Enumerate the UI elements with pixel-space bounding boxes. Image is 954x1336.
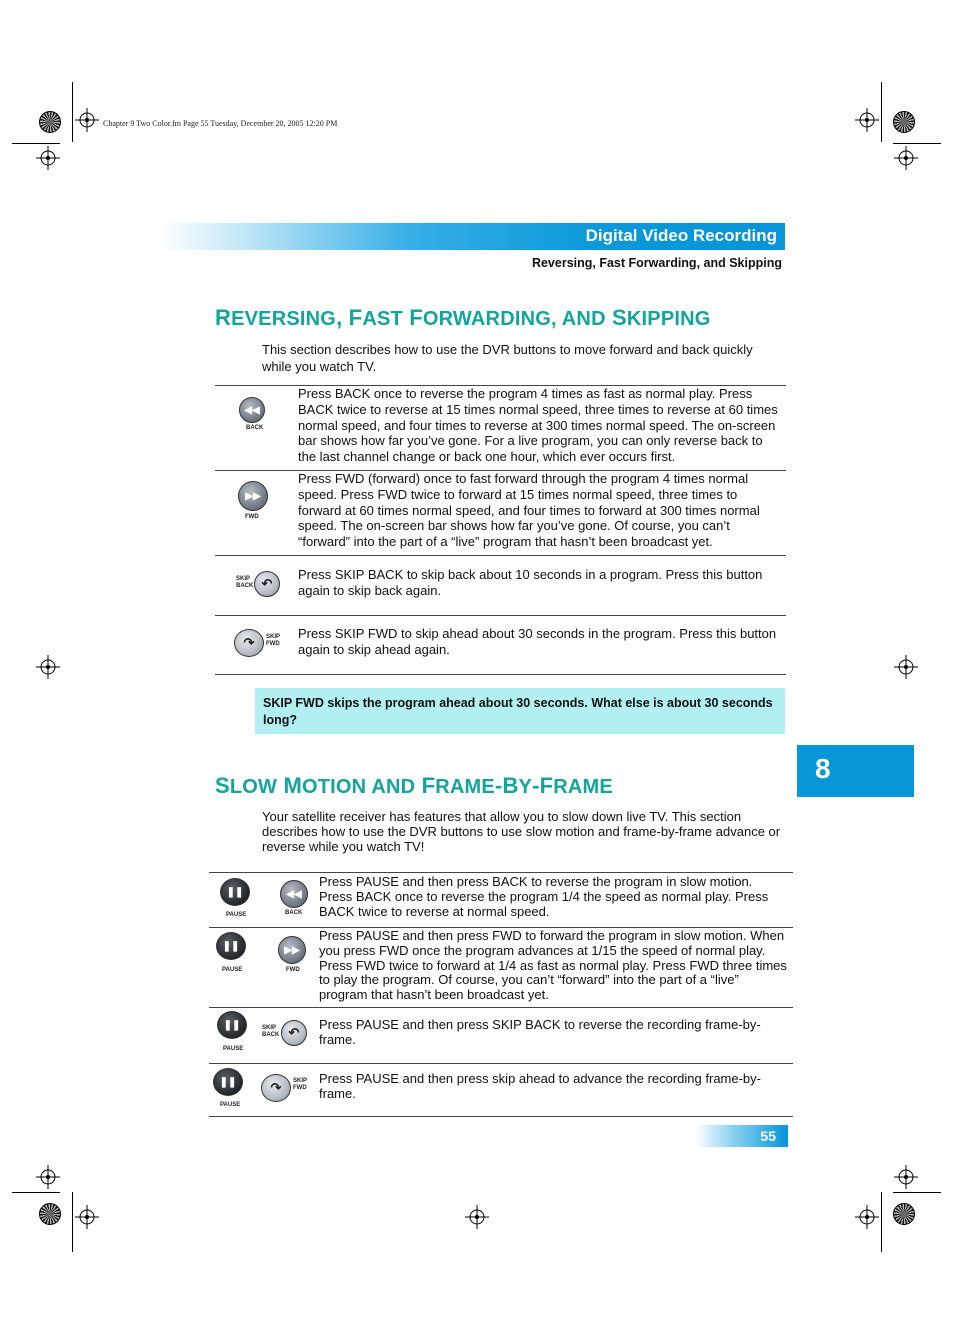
back-button-icon: ◀◀	[280, 880, 308, 908]
pause-button-icon: ❚❚	[220, 878, 250, 906]
section-title-reversing: REVERSING, FAST FORWARDING, AND SKIPPING	[215, 305, 711, 330]
table-row-text: Press BACK once to reverse the program 4 times as fast as normal play. Press BACK twice to reverse at 15 times normal speed, three times to reverse at 60 times normal speed, and four times to reverse at 300 times normal speed. The on-screen bar shows how far you’ve gone. For a live program, you can only reverse back to the last channel change or back one hour, which ever occurs first.	[298, 386, 778, 465]
table-row-text: Press SKIP FWD to skip ahead about 30 seconds in the program. Press this button again to skip ahead again.	[298, 626, 777, 657]
table-row-text: Press PAUSE and then press BACK to reverse the program in slow motion. Press BACK once to reverse the program 1/4 the speed as normal play. Press BACK twice to reverse at normal speed.	[319, 874, 769, 919]
icon-label: BACK	[285, 910, 303, 916]
tip-text: SKIP FWD skips the program ahead about 30 seconds. What else is about 30 seconds long?	[263, 696, 773, 727]
registration-mark-icon	[855, 108, 879, 132]
color-rosette-icon	[893, 1203, 915, 1225]
pause-button-icon: ❚❚	[217, 1011, 247, 1039]
registration-mark-icon	[36, 146, 60, 170]
registration-mark-icon	[75, 108, 99, 132]
registration-mark-icon	[36, 655, 60, 679]
pause-button-icon: ❚❚	[213, 1068, 243, 1096]
page-number: 55	[760, 1128, 776, 1144]
table-row-text: Press PAUSE and then press FWD to forward the program in slow motion. When you press FWD once the program advances at 1/15 the speed of normal play. Press FWD twice to forward at 1/4 as fast as normal play. Press FWD three times to play the program. Of course, you can’t “forward” into the part of a “live” program that hasn’t been broadcast yet.	[319, 928, 787, 1003]
fwd-button-icon: ▶▶	[238, 481, 268, 511]
skip-fwd-button-icon: ↷	[234, 629, 264, 657]
icon-label: FWD	[245, 514, 259, 520]
registration-mark-icon	[894, 146, 918, 170]
table-row-text: Press PAUSE and then press skip ahead to advance the recording frame-by-frame.	[319, 1071, 761, 1101]
chapter-number: 8	[815, 753, 831, 784]
table-row-text: Press PAUSE and then press SKIP BACK to reverse the recording frame-by-frame.	[319, 1017, 761, 1047]
icon-label: SKIP BACK	[236, 576, 254, 589]
registration-mark-icon	[465, 1205, 489, 1229]
icon-label: PAUSE	[223, 1046, 244, 1052]
icon-label: SKIP FWD	[266, 634, 280, 647]
color-rosette-icon	[39, 111, 61, 133]
chapter-tab	[797, 745, 914, 797]
pause-button-icon: ❚❚	[216, 932, 246, 960]
section-intro: Your satellite receiver has features that allow you to slow down live TV. This section describes how to use the DVR buttons to use slow motion and frame-by-frame advance or reverse while you watch TV!	[262, 809, 781, 854]
icon-label: PAUSE	[222, 967, 243, 973]
icon-label: SKIP FWD	[293, 1078, 307, 1091]
icon-label: BACK	[246, 425, 264, 431]
skip-back-button-icon: ↶	[254, 571, 280, 597]
table-row-text: Press SKIP BACK to skip back about 10 seconds in a program. Press this button again to skip back again.	[298, 567, 763, 598]
section-intro: This section describes how to use the DVR buttons to move forward and back quickly while you watch TV.	[262, 342, 753, 374]
back-button-icon: ◀◀	[239, 397, 265, 423]
header-subtitle: Reversing, Fast Forwarding, and Skipping	[531, 256, 782, 270]
header-title: Digital Video Recording	[585, 226, 777, 245]
icon-label: PAUSE	[220, 1102, 241, 1108]
registration-mark-icon	[36, 1165, 60, 1189]
registration-mark-icon	[75, 1205, 99, 1229]
color-rosette-icon	[39, 1203, 61, 1225]
fwd-button-icon: ▶▶	[278, 936, 306, 964]
registration-mark-icon	[855, 1205, 879, 1229]
icon-label: PAUSE	[226, 912, 247, 918]
skip-back-button-icon: ↶	[281, 1020, 307, 1046]
table-row-text: Press FWD (forward) once to fast forward through the program 4 times normal speed. Press FWD twice to forward at 15 times normal speed, three times to forward at 60 times normal speed, and four times to forward at 300 times normal speed. The on-screen bar shows how far you’ve gone. Of course, you can’t “forward” into the part of a “live” program that hasn’t been broadcast yet.	[298, 471, 760, 550]
header-bar	[160, 223, 785, 250]
print-slug: Chapter 9 Two Color.fm Page 55 Tuesday, December 20, 2005 12:20 PM	[103, 119, 338, 128]
icon-label: SKIP BACK	[262, 1025, 280, 1038]
icon-label: FWD	[286, 967, 300, 973]
page-number-bar	[695, 1125, 788, 1147]
color-rosette-icon	[893, 111, 915, 133]
registration-mark-icon	[894, 655, 918, 679]
section-title-slow-motion: SLOW MOTION AND FRAME-BY-FRAME	[215, 773, 613, 798]
skip-fwd-button-icon: ↷	[261, 1074, 291, 1102]
registration-mark-icon	[894, 1165, 918, 1189]
tip-box	[255, 688, 785, 734]
